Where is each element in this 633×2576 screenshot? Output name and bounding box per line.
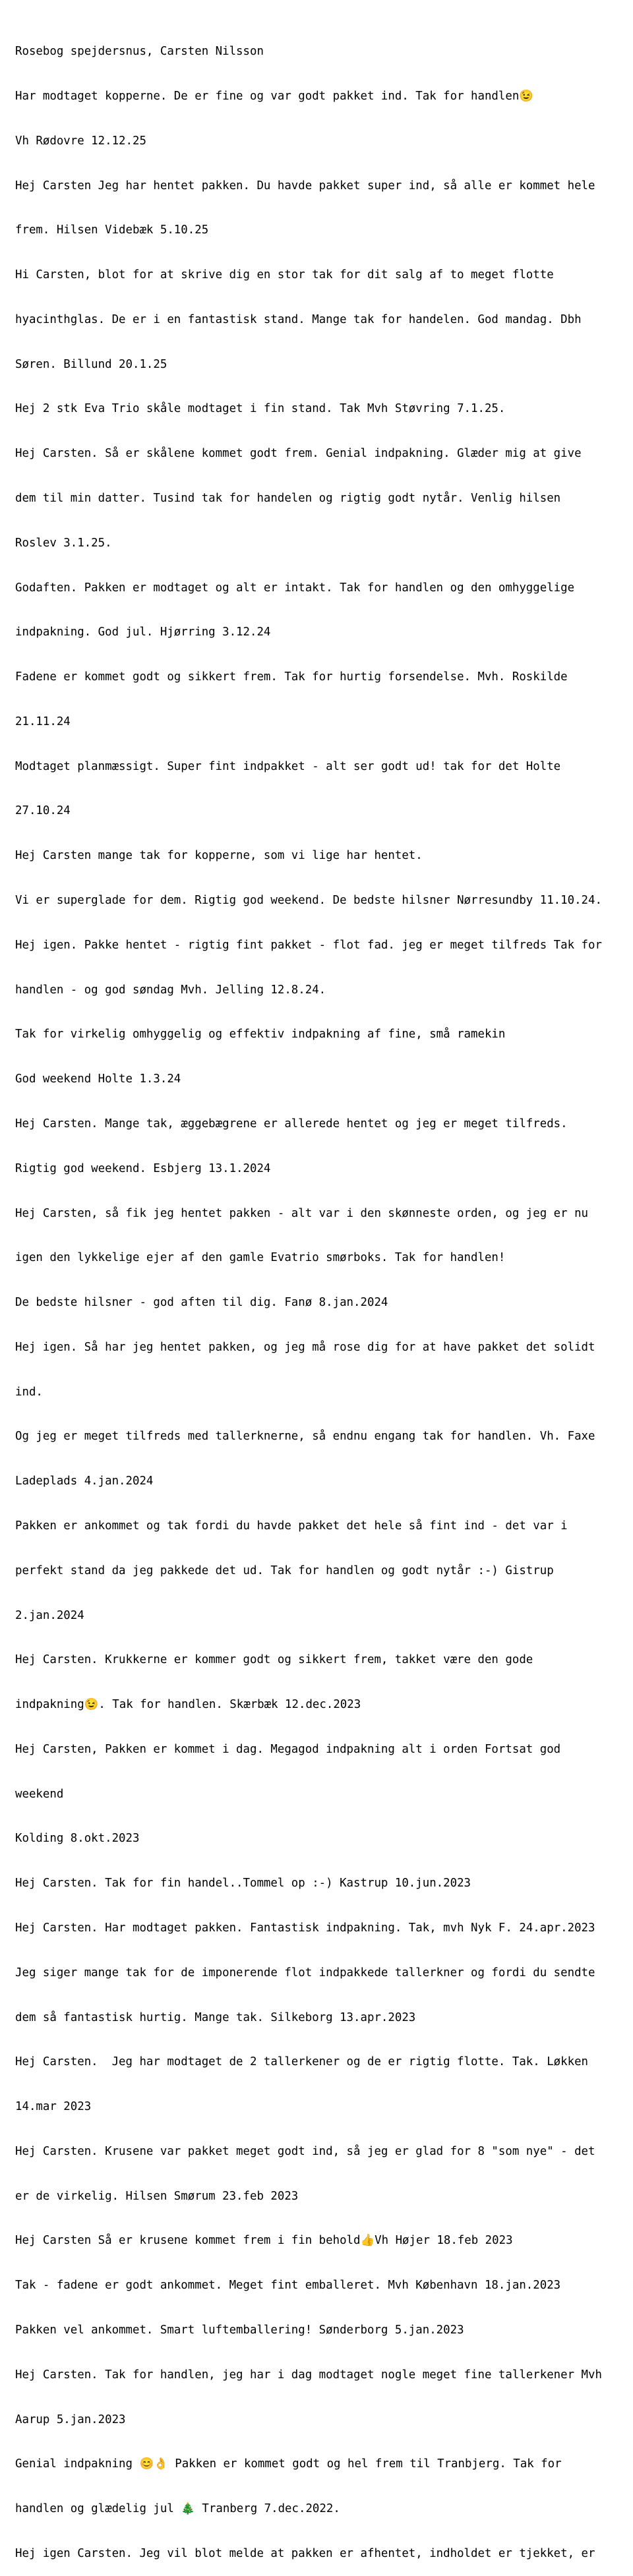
text-line: Hi Carsten, blot for at skrive dig en stor tak for dit salg af to meget flotte — [15, 268, 554, 282]
text-line: Pakken er ankommet og tak fordi du havde pakket det hele så fint ind - det var i — [15, 1519, 568, 1533]
text-line: Hej Carsten. Krukkerne er kommer godt og sikkert frem, takket være den gode — [15, 1653, 533, 1667]
text-line: Hej Carsten, så fik jeg hentet pakken - alt var i den skønneste orden, og jeg er nu — [15, 1206, 589, 1220]
text-line: frem. Hilsen Videbæk 5.10.25 — [15, 223, 209, 237]
text-line: Tak - fadene er godt ankommet. Meget fint emballeret. Mvh København 18.jan.2023 — [15, 2279, 561, 2293]
text-line: Hej Carsten. Jeg har modtaget de 2 tallerkener og de er rigtig flotte. Tak. Løkken — [15, 2055, 589, 2069]
text-line: 27.10.24 — [15, 804, 71, 818]
text-line: Hej Carsten. Krusene var pakket meget godt ind, så jeg er glad for 8 "som nye" - det — [15, 2144, 595, 2158]
document-page — [15, 15, 622, 2576]
text-line: weekend — [15, 1787, 64, 1801]
text-line: Hej Carsten. Mange tak, æggebægrene er allerede hentet og jeg er meget tilfreds. — [15, 1117, 568, 1130]
text-line: indpakning. God jul. Hjørring 3.12.24 — [15, 626, 271, 639]
text-line: Modtaget planmæssigt. Super fint indpakket - alt ser godt ud! tak for det Holte — [15, 759, 561, 773]
text-line: hyacinthglas. De er i en fantastisk stand. Mange tak for handelen. God mandag. Dbh — [15, 312, 582, 326]
text-line: Pakken vel ankommet. Smart luftemballering! Sønderborg 5.jan.2023 — [15, 2324, 464, 2337]
text-line: dem så fantastisk hurtig. Mange tak. Silkeborg 13.apr.2023 — [15, 2010, 416, 2024]
text-line: indpakning😉. Tak for handlen. Skærbæk 12.dec.2023 — [15, 1698, 361, 1712]
text-line: Hej Carsten. Tak for fin handel..Tommel op :-) Kastrup 10.jun.2023 — [15, 1877, 471, 1890]
text-line: 2.jan.2024 — [15, 1608, 84, 1622]
text-line: Søren. Billund 20.1.25 — [15, 357, 167, 371]
text-line: handlen og glædelig jul 🎄 Tranberg 7.dec.2022. — [15, 2502, 340, 2516]
text-line: Hej 2 stk Eva Trio skåle modtaget i fin stand. Tak Mvh Støvring 7.1.25. — [15, 402, 506, 416]
text-line: igen den lykkelige ejer af den gamle Evatrio smørboks. Tak for handlen! — [15, 1251, 506, 1265]
text-line: Hej Carsten, Pakken er kommet i dag. Megagod indpakning alt i orden Fortsat god — [15, 1742, 561, 1756]
text-line: Tak for virkelig omhyggelig og effektiv indpakning af fine, små ramekin — [15, 1028, 506, 1041]
text-line: Godaften. Pakken er modtaget og alt er intakt. Tak for handlen og den omhyggelige — [15, 581, 575, 595]
text-line: er de virkelig. Hilsen Smørum 23.feb 2023 — [15, 2189, 299, 2203]
text-line: perfekt stand da jeg pakkede det ud. Tak for handlen og godt nytår :-) Gistrup — [15, 1564, 554, 1577]
text-line: Rigtig god weekend. Esbjerg 13.1.2024 — [15, 1161, 271, 1175]
text-line: De bedste hilsner - god aften til dig. Fanø 8.jan.2024 — [15, 1296, 388, 1310]
text-line: Hej Carsten. Så er skålene kommet godt frem. Genial indpakning. Glæder mig at give — [15, 447, 582, 461]
text-line: Hej igen. Så har jeg hentet pakken, og jeg må rose dig for at have pakket det solidt — [15, 1340, 595, 1354]
text-line: Roslev 3.1.25. — [15, 536, 112, 550]
text-line: Har modtaget kopperne. De er fine og var godt pakket ind. Tak for handlen😉 — [15, 89, 533, 103]
text-line: 21.11.24 — [15, 715, 71, 728]
text-line: Hej Carsten Så er krusene kommet frem i fin behold👍Vh Højer 18.feb 2023 — [15, 2234, 513, 2248]
text-line: Genial indpakning 😊👌 Pakken er kommet godt og hel frem til Tranbjerg. Tak for — [15, 2457, 562, 2471]
text-line: Hej igen Carsten. Jeg vil blot melde at pakken er afhentet, indholdet er tjekket, er — [15, 2546, 595, 2560]
text-line: handlen - og god søndag Mvh. Jelling 12.8.24. — [15, 983, 326, 997]
text-line: dem til min datter. Tusind tak for handelen og rigtig godt nytår. Venlig hilsen — [15, 492, 561, 505]
text-line: Fadene er kommet godt og sikkert frem. Tak for hurtig forsendelse. Mvh. Roskilde — [15, 670, 568, 684]
text-line: Kolding 8.okt.2023 — [15, 1832, 140, 1846]
text-line: 14.mar 2023 — [15, 2100, 92, 2114]
text-line: Jeg siger mange tak for de imponerende flot indpakkede tallerkner og fordi du sendte — [15, 1966, 595, 1979]
text-line: Hej Carsten. Har modtaget pakken. Fantastisk indpakning. Tak, mvh Nyk F. 24.apr.2023 — [15, 1921, 595, 1935]
text-line: Rosebog spejdersnus, Carsten Nilsson — [15, 45, 264, 59]
text-line: Hej Carsten. Tak for handlen, jeg har i dag modtaget nogle meget fine tallerkener Mvh — [15, 2368, 602, 2382]
text-line: Vh Rødovre 12.12.25 — [15, 134, 146, 148]
text-line: ind. — [15, 1385, 43, 1399]
text-line: Hej Carsten mange tak for kopperne, som vi lige har hentet. — [15, 849, 423, 863]
text-line: Ladeplads 4.jan.2024 — [15, 1475, 154, 1488]
text-line: Hej igen. Pakke hentet - rigtig fint pakket - flot fad. jeg er meget tilfreds Tak for — [15, 938, 602, 952]
text-line: Og jeg er meget tilfreds med tallerknerne, så endnu engang tak for handlen. Vh. Faxe — [15, 1430, 595, 1444]
text-line: Aarup 5.jan.2023 — [15, 2413, 126, 2426]
text-line: Vi er superglade for dem. Rigtig god weekend. De bedste hilsner Nørresundby 11.10.24. — [15, 894, 602, 908]
text-line: Hej Carsten Jeg har hentet pakken. Du havde pakket super ind, så alle er kommet hele — [15, 179, 595, 192]
text-line: God weekend Holte 1.3.24 — [15, 1072, 181, 1086]
